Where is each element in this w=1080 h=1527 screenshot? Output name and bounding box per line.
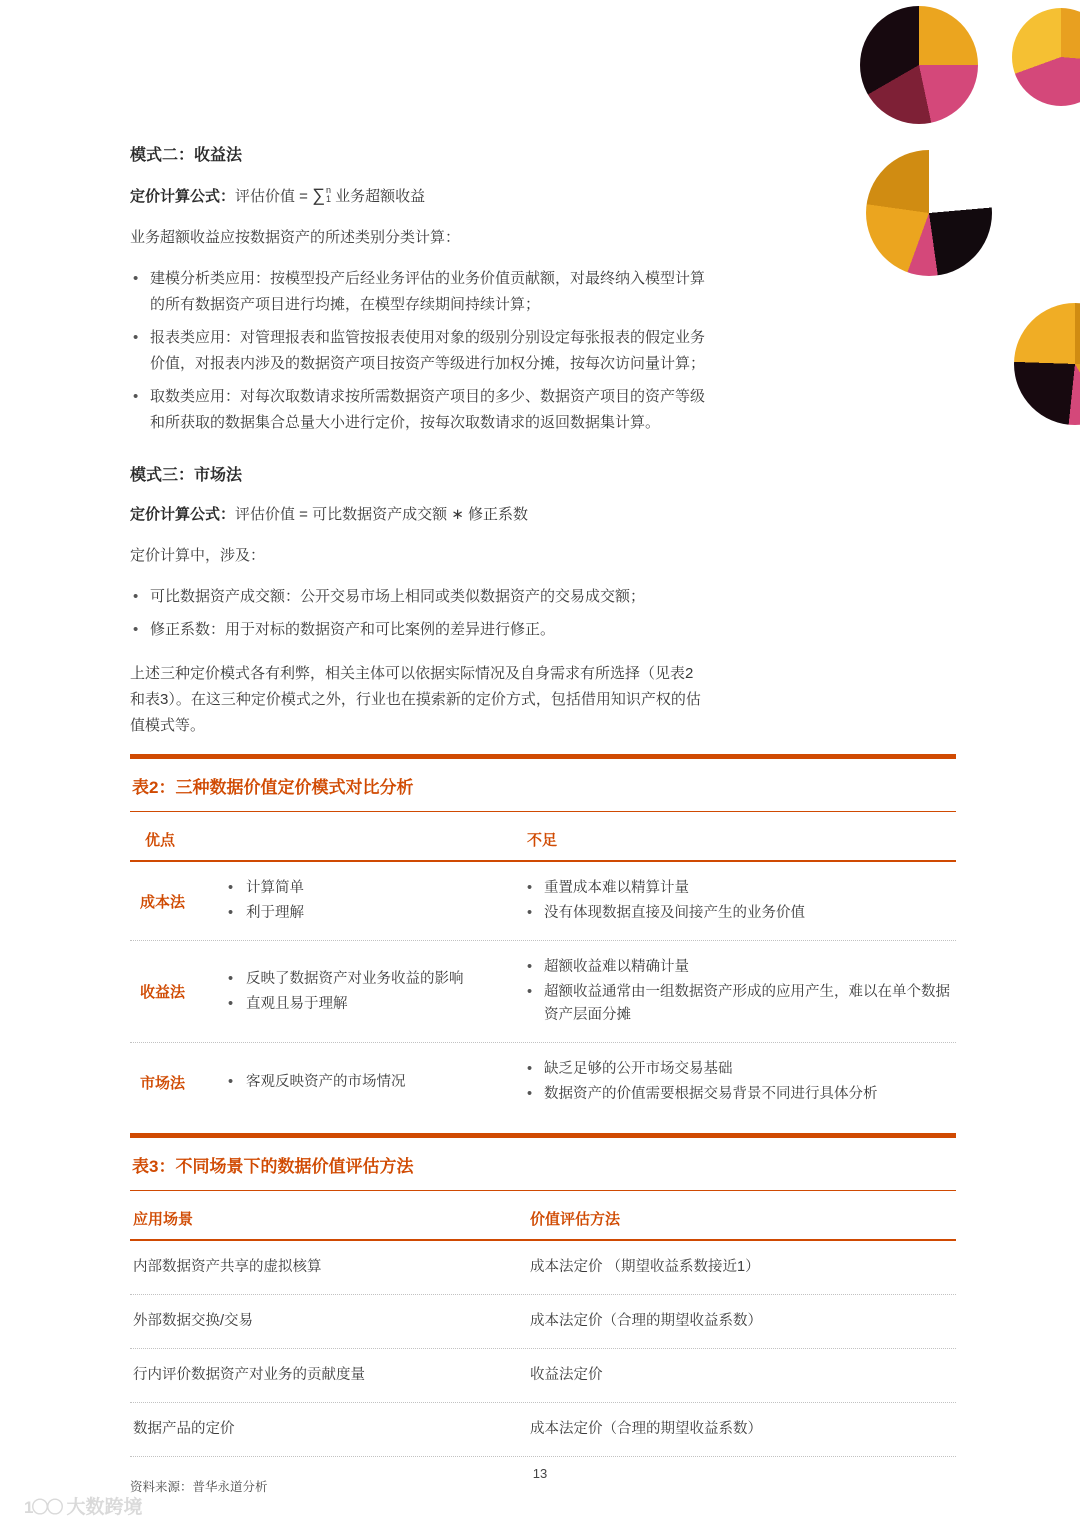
section-heading-mode3: 模式三：市场法	[130, 467, 243, 484]
list-item	[130, 266, 708, 318]
table-2-title-bar	[130, 754, 956, 812]
list-item	[130, 384, 708, 436]
list-item	[130, 617, 708, 643]
column-header-pros: 优点	[145, 832, 176, 849]
section-mode2	[130, 142, 708, 436]
formula-label: 定价计算公式：	[130, 188, 236, 205]
table-row	[130, 1295, 956, 1349]
list-item-text: 客观反映资产的市场情况	[246, 1073, 406, 1090]
method-cell: 成本法定价（合理的期望收益系数）	[530, 1421, 762, 1437]
bullet-marker: •	[527, 905, 533, 921]
section-heading-mode2: 模式二：收益法	[130, 147, 243, 164]
list-item-text: 直观且易于理解	[246, 995, 348, 1012]
bullet-marker: •	[133, 588, 139, 605]
table-3	[130, 1133, 956, 1457]
list-item-text: 反映了数据资产对业务收益的影响	[246, 970, 464, 987]
bullet-marker: •	[228, 880, 234, 896]
pie-decoration-1	[860, 6, 978, 124]
method-cell: 成本法定价（合理的期望收益系数）	[530, 1313, 762, 1329]
summary-paragraph: 上述三种定价模式各有利弊，相关主体可以依据实际情况及自身需求有所选择（见表2和表3）。在这三种定价模式之外，行业也在摸索新的定价方式，包括借用知识产权的估值模式等。	[130, 665, 701, 734]
bullet-marker: •	[527, 959, 533, 975]
bullet-marker: •	[133, 329, 139, 346]
watermark	[24, 1492, 142, 1519]
pros-cell	[222, 966, 520, 1018]
list-item-text: 数据资产的价值需要根据交易背景不同进行具体分析	[544, 1086, 878, 1102]
bullet-marker: •	[228, 970, 234, 987]
bullet-marker: •	[527, 984, 533, 1000]
bullet-marker: •	[527, 1061, 533, 1077]
source-note: 资料来源：普华永道分析	[130, 1480, 268, 1494]
list-item	[520, 902, 956, 925]
row-label: 市场法	[140, 1074, 186, 1092]
table-row-market-method	[130, 1043, 956, 1121]
table-3-title-bar	[130, 1133, 956, 1191]
formula-pre: 评估价值 =	[235, 188, 313, 205]
summation-upper: n	[325, 184, 331, 195]
scene-cell: 行内评价数据资产对业务的贡献度量	[133, 1367, 365, 1383]
row-label: 成本法	[140, 893, 186, 911]
formula-text: 评估价值 = 可比数据资产成交额 ∗ 修正系数	[235, 506, 529, 523]
list-item-text: 缺乏足够的公开市场交易基础	[544, 1061, 733, 1077]
list-item-text: 超额收益通常由一组数据资产形成的应用产生，难以在单个数据资产层面分摊	[544, 984, 950, 1023]
watermark-label: 大数跨境	[66, 1497, 143, 1518]
pie-decoration-2	[1012, 8, 1080, 106]
cons-cell	[520, 1056, 956, 1108]
formula-post: 业务超额收益	[330, 188, 426, 205]
table-2-title: 表2：三种数据价值定价模式对比分析	[132, 778, 414, 797]
list-item-text: 取数类应用：对每次取数请求按所需数据资产项目的多少、数据资产项目的资产等级和所获取的数据集合总量大小进行定价，按每次取数请求的返回数据集计算。	[150, 388, 706, 431]
pricing-formula-mode3	[130, 502, 708, 528]
table-row	[130, 1241, 956, 1295]
scene-cell: 内部数据资产共享的虚拟核算	[133, 1259, 322, 1275]
pros-cell	[222, 875, 520, 927]
row-label: 收益法	[140, 984, 186, 1001]
list-item-text: 超额收益难以精确计量	[544, 959, 689, 975]
table-row-cost-method	[130, 862, 956, 941]
list-item-text: 利于理解	[246, 905, 304, 921]
list-item-text: 重置成本难以精算计量	[544, 880, 689, 896]
summation-symbol: ∑ n 1	[312, 184, 331, 205]
list-item	[222, 902, 520, 925]
table-2-header-row	[130, 812, 956, 862]
formula-label: 定价计算公式：	[130, 506, 236, 523]
scene-cell: 数据产品的定价	[133, 1421, 235, 1437]
column-header-method: 价值评估方法	[530, 1211, 621, 1228]
method-cell: 收益法定价	[530, 1367, 603, 1383]
column-header-cons: 不足	[527, 832, 558, 849]
summation-lower: 1	[325, 194, 331, 204]
list-item	[222, 993, 520, 1016]
pros-cell	[222, 1069, 520, 1096]
column-header-scene: 应用场景	[133, 1211, 194, 1228]
method-cell: 成本法定价 （期望收益系数接近1）	[530, 1259, 760, 1275]
list-item	[222, 877, 520, 900]
bullet-list-mode2	[130, 266, 708, 436]
pie-decoration-4	[1014, 303, 1080, 425]
list-item	[520, 981, 956, 1027]
cons-cell	[520, 875, 956, 927]
bullet-list-mode3	[130, 584, 708, 643]
table-2	[130, 754, 956, 1121]
list-item-text: 修正系数：用于对标的数据资产和可比案例的差异进行修正。	[150, 621, 556, 638]
table-row	[130, 1349, 956, 1403]
page-number: 13	[532, 1466, 548, 1481]
cons-cell	[520, 954, 956, 1029]
list-item	[222, 968, 520, 991]
list-item	[222, 1071, 520, 1094]
scene-cell: 外部数据交换/交易	[133, 1313, 254, 1329]
list-item-text: 建模分析类应用：按模型投产后经业务评估的业务价值贡献额，对最终纳入模型计算的所有数据资产项目进行均摊，在模型存续期间持续计算；	[150, 270, 706, 313]
list-item	[130, 325, 708, 377]
section-mode3	[130, 462, 708, 739]
bullet-marker: •	[133, 388, 139, 405]
table-row	[130, 1403, 956, 1457]
bullet-marker: •	[133, 621, 139, 638]
intro-paragraph-mode2: 业务超额收益应按数据资产的所述类别分类计算：	[130, 229, 461, 246]
list-item	[520, 877, 956, 900]
watermark-logo-icon: 1〇〇	[24, 1498, 62, 1517]
pricing-formula-mode2	[130, 182, 708, 210]
intro-paragraph-mode3: 定价计算中，涉及：	[130, 547, 266, 564]
bullet-marker: •	[133, 270, 139, 287]
table-3-header-row	[130, 1191, 956, 1241]
list-item	[520, 956, 956, 979]
list-item-text: 没有体现数据直接及间接产生的业务价值	[544, 905, 805, 921]
bullet-marker: •	[228, 1073, 234, 1090]
list-item-text: 可比数据资产成交额：公开交易市场上相同或类似数据资产的交易成交额；	[150, 588, 646, 605]
bullet-marker: •	[228, 905, 234, 921]
bullet-marker: •	[527, 880, 533, 896]
list-item	[520, 1083, 956, 1106]
table-3-title: 表3：不同场景下的数据价值评估方法	[132, 1157, 414, 1176]
bullet-marker: •	[527, 1086, 533, 1102]
bullet-marker: •	[228, 995, 234, 1012]
content-column	[130, 142, 956, 1495]
list-item-text: 报表类应用：对管理报表和监管按报表使用对象的级别分别设定每张报表的假定业务价值，对报表内涉及的数据资产项目按资产等级进行加权分摊，按每次访问量计算；	[150, 329, 706, 372]
list-item-text: 计算简单	[246, 880, 304, 896]
table-row-income-method	[130, 941, 956, 1043]
list-item	[130, 584, 708, 610]
list-item	[520, 1058, 956, 1081]
